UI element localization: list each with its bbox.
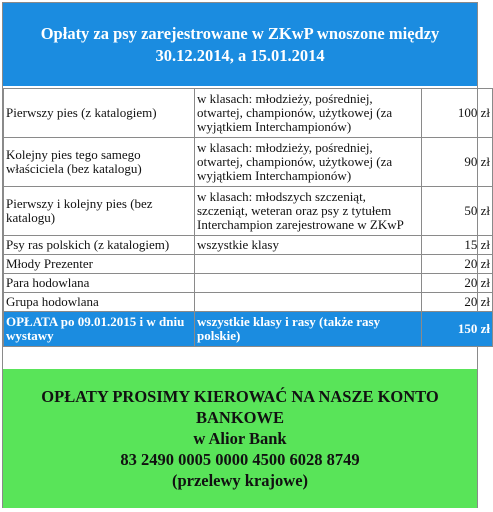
row-classes [195,274,422,293]
row-classes: w klasach: młodzieży, pośredniej, otwartej, championów, użytkowej (za wyjątkiem Interchampionów) [195,89,422,138]
row-fee: 15 zł [422,236,493,255]
bank-note: (przelewy krajowe) [171,471,309,490]
row-category: Psy ras polskich (z katalogiem) [4,236,195,255]
table-row [4,293,493,312]
row-category: Pierwszy i kolejny pies (bez katalogu) [4,187,195,236]
row-category: Grupa hodowlana [4,293,195,312]
row-fee: 20 zł [422,274,493,293]
fees-header [3,3,477,86]
bank-info-box [3,369,477,508]
row-fee: 150 zł [422,312,493,347]
row-category: OPŁATA po 09.01.2015 i w dniu wystawy [4,312,195,347]
bank-line-1: OPŁATY PROSIMY KIEROWAĆ NA NASZE KONTO [41,387,439,406]
fees-table [3,88,493,347]
late-fee-row [4,312,493,347]
header-line-1: Opłaty za psy zarejestrowane w ZKwP wnoszone między [40,23,440,43]
table-row [4,138,493,187]
row-category: Para hodowlana [4,274,195,293]
row-fee: 20 zł [422,255,493,274]
row-category: Kolejny pies tego samego właściciela (bez katalogu) [4,138,195,187]
bank-account-number: 83 2490 0005 0000 4500 6028 8749 [120,450,360,469]
table-row [4,255,493,274]
row-classes: wszystkie klasy [195,236,422,255]
row-fee: 90 zł [422,138,493,187]
row-fee: 20 zł [422,293,493,312]
row-fee: 100 zł [422,89,493,138]
row-classes [195,293,422,312]
row-category: Młody Prezenter [4,255,195,274]
row-category: Pierwszy pies (z katalogiem) [4,89,195,138]
row-classes: w klasach: młodszych szczeniąt, szczeniąt, weteran oraz psy z tytułem Interchampion zarejestrowane w ZKwP [195,187,422,236]
table-row [4,236,493,255]
table-row [4,187,493,236]
table-row [4,274,493,293]
header-line-2: 30.12.2014, a 15.01.2014 [155,45,325,65]
row-classes: wszystkie klasy i rasy (także rasy polskie) [195,312,422,347]
table-row [4,89,493,138]
row-classes [195,255,422,274]
bank-line-2: BANKOWE [195,408,284,427]
bank-name: w Alior Bank [193,429,287,448]
row-fee: 50 zł [422,187,493,236]
row-classes: w klasach: młodzieży, pośredniej, otwartej, championów, użytkowej (za wyjątkiem Interchampionów) [195,138,422,187]
